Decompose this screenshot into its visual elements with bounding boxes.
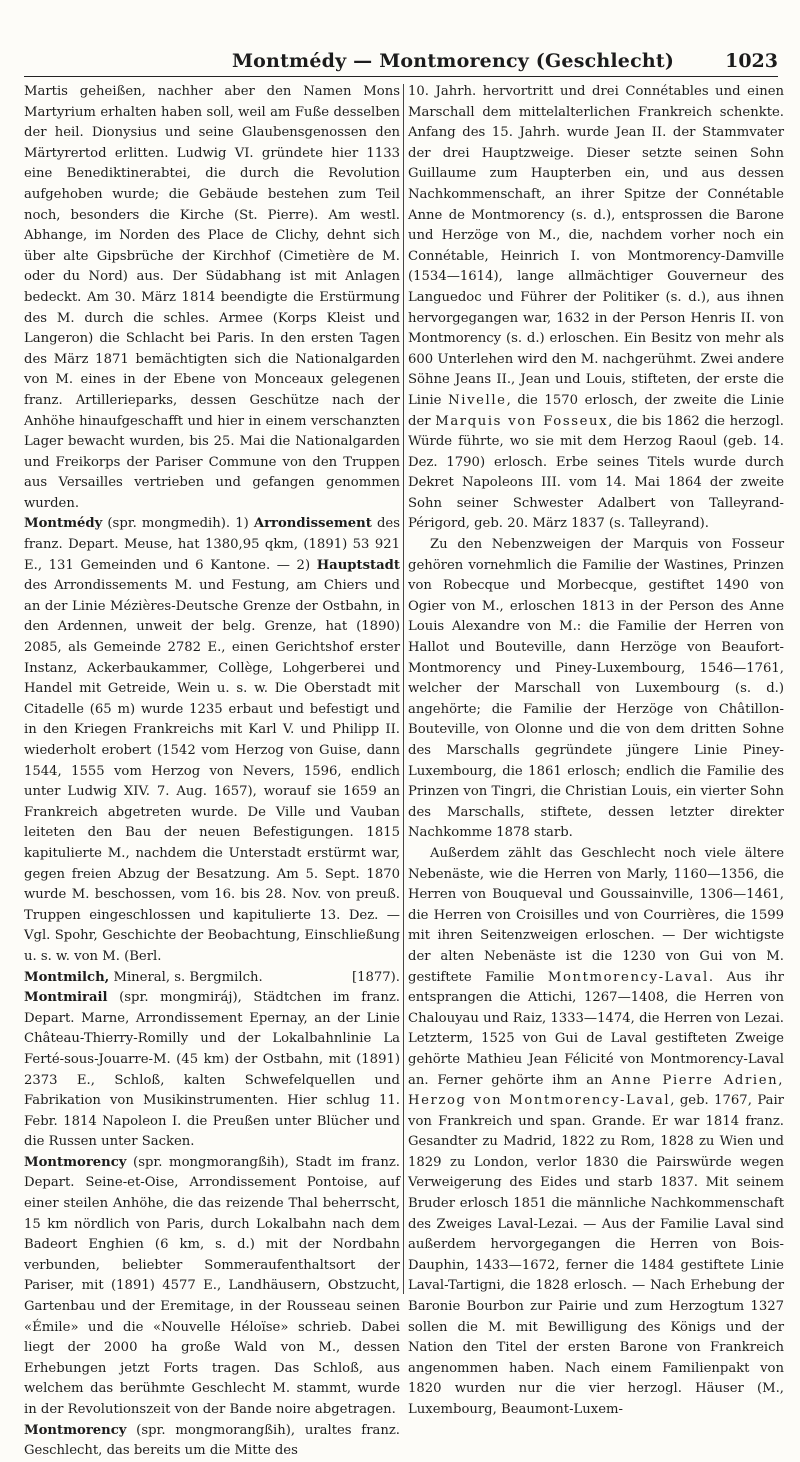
- spaced-nivelle: Nivelle: [448, 392, 507, 408]
- paragraph-side-branches: Zu den Nebenzweigen der Marquis von Fosseur gehören vornehmlich die Familie der Wastines, Prinzen von Robecque und Morbecque, gestiftet 1490 von Ogier von M., erloschen 1813 in der Person des Anne Louis Alexandre von M.: die Familie der Herren von Hallot und Bouteville, dann Herzöge von Beaufort-Montmorency und Piney-Luxembourg, 1546—1761, welcher der Marschall von Luxembourg (s. d.) angehörte; die Familie der Herzöge von Châtillon-Bouteville, von Olonne und die von dem dritten Sohne des Marschalls gegründete jüngere Linie Piney-Luxembourg, die 1861 erlosch; endlich die Familie des Prinzen von Tingri, die Christian Louis, ein vierter Sohn des Marschalls, stiftete, dessen letzter direkter Nachkomme 1878 starb.: [408, 537, 784, 841]
- headword-montmirail: Montmirail: [24, 990, 108, 1006]
- left-column: [24, 82, 400, 1462]
- entry-montmedy-text-b: des franz. Depart. Meuse, hat 1380,95 qkm, (1891) 53 921 E., 131 Gemeinden und 6 Kantone. — 2): [24, 516, 400, 573]
- running-title: Montmédy — Montmorency (Geschlecht): [231, 50, 675, 72]
- headword-montmorency-town: Montmorency: [24, 1154, 127, 1170]
- family-history-text-c: , die bis 1862 die herzogl. Würde führte, wo sie mit dem Herzog Raoul (geb. 14. Dez. 1790) erlosch. Erbe seines Titels wurde durch Dekret Napoleons III. vom 14. Mai 1864 der zweite Sohn seiner Schwester Adalbert von Talleyrand-Périgord, geb. 20. März 1837 (s. Talleyrand).: [408, 413, 784, 532]
- page-number: 1023: [725, 50, 778, 72]
- headword-montmorency-family: Montmorency: [24, 1422, 127, 1438]
- entry-montmorency-town: [24, 1153, 400, 1421]
- entry-montmedy: [24, 514, 400, 967]
- entry-montmilch-text: Mineral, s. Bergmilch.: [109, 969, 263, 985]
- paragraph-family-history: [408, 82, 784, 535]
- paragraph-old-branches: [408, 844, 784, 1421]
- paragraph-montmartre-continued: Martis geheißen, nachher aber den Namen Mons Martyrium erhalten haben soll, weil am Fuße desselben der heil. Dionysius und seine Glaubensgenossen den Märtyrertod erlitten. Ludwig VI. gründete hier 1133 eine Benediktinerabtei, die durch die Revolution aufgehoben wurde; die Gebäude bestehen zum Teil noch, besonders die Kirche (St. Pierre). Am westl. Abhange, im Norden des Place de Clichy, dehnt sich über alte Gipsbrüche der Kirchhof (Cimetière de M. oder du Nord) aus. Der Südabhang ist mit Anlagen bedeckt. Am 30. März 1814 beendigte die Erstürmung des M. durch die schles. Armee (Korps Kleist und Langeron) die Schlacht bei Paris. In den ersten Tagen des März 1871 bemächtigten sich die Nationalgarden von M. eines in der Ebene von Monceaux gelegenen franz. Artillerieparks, dessen Geschütze nach der Anhöhe hinaufgeschafft und hier in einem verschanzten Lager bewacht wurden, bis 25. Mai die Nationalgarden und Freikorps der Pariser Commune von den Truppen aus Versailles vertrieben und gefangen genommen wurden.: [24, 84, 400, 511]
- family-history-text-a: 10. Jahrh. hervortritt und drei Connétables und einen Marschall dem mittelalterlichen Frankreich schenkte. Anfang des 15. Jahrh. wurde Jean II. der Stammvater der drei Hauptzweige. Dieser setzte seinen Sohn Guillaume zum Haupterben ein, und aus dessen Nachkommenschaft, an ihrer Spitze der Connétable Anne de Montmorency (s. d.), entsprossen die Barone und Herzöge von M., die, nachdem vorher noch ein Connétable, Heinrich I. von Montmorency-Damville (1534—1614), lange allmächtiger Gouverneur des Languedoc und Führer der Politiker (s. d.), aus ihnen hervorgegangen war, 1632 in der Person Henris II. von Montmorency (s. d.) erloschen. Ein Besitz von mehr als 600 Unterlehen wird den M. nachgerühmt. Zwei andere Söhne Jeans II., Jean und Louis, stifteten, der erste die Linie: [408, 84, 784, 408]
- subhead-arrondissement: Arrondissement: [253, 516, 372, 532]
- entry-montmirail-text: (spr. mongmiráj), Städtchen im franz. Depart. Marne, Arrondissement Epernay, an der Linie Château-Thierry-Romilly und der Lokalbahnlinie La Ferté-sous-Jouarre-M. (45 km) der Ostbahn, mit (1891) 2373 E., Schloß, kalten Schwefelquellen und Fabrikation von Musikinstrumenten. Hier schlug 11. Febr. 1814 Napoleon I. die Preußen unter Blücher und die Russen unter Sacken.: [24, 990, 400, 1150]
- headword-montmilch: Montmilch,: [24, 969, 110, 985]
- page-header: [28, 44, 778, 72]
- entry-montmorency-family: [24, 1421, 400, 1462]
- entry-montmedy-text-a: (spr. mongmedih). 1): [102, 516, 254, 532]
- entry-montmorency-family-text: (spr. mongmorangßih), uraltes franz. Geschlecht, das bereits um die Mitte des: [24, 1422, 400, 1459]
- spaced-montmorency-laval: Montmorency-Laval: [547, 969, 709, 985]
- headword-montmedy: Montmédy: [24, 516, 103, 532]
- spaced-anne-pierre-adrien: Anne Pierre Adrien, Herzog von Montmorency-Laval: [408, 1072, 784, 1109]
- old-branches-text-c: , geb. 1767, Pair von Frankreich und span. Grande. Er war 1814 franz. Gesandter zu Madrid, 1822 zu Rom, 1828 zu Wien und 1829 zu London, verlor 1830 die Pairswürde wegen Verweigerung des Eides und starb 1837. Mit seinem Bruder erlosch 1851 die männliche Nachkommenschaft des Zweiges Laval-Lezai. — Aus der Familie Laval sind außerdem hervorgegangen die Herren von Bois-Dauphin, 1433—1672, ferner die 1484 gestiftete Linie Laval-Tartigni, die 1828 erlosch. — Nach Erhebung der Baronie Bourbon zur Pairie und zum Herzogtum 1327 sollen die M. mit Bewilligung des Königs und der Nation den Titel der ersten Barone von Frankreich angenommen haben. Nach einem Familienpakt von 1820 wurden nur die vier herzogl. Häuser (M., Luxembourg, Beaumont-Luxem-: [408, 1093, 784, 1417]
- right-column: [408, 82, 784, 1421]
- entry-montmedy-text-c: des Arrondissements M. und Festung, am Chiers und an der Linie Mézières-Deutsche Grenze der Ostbahn, in den Ardennen, unweit der belg. Grenze, hat (1890) 2085, als Gemeinde 2782 E., einen Gerichtshof erster Instanz, Ackerbaukammer, Collège, Lohgerberei und Handel mit Getreide, Wein u. s. w. Die Oberstadt mit Citadelle (65 m) wurde 1235 erbaut und befestigt und in den Kriegen Frankreichs mit Karl V. und Philipp II. wiederholt erobert (1542 vom Herzog von Guise, dann 1544, 1555 vom Herzog von Nevers, 1596, endlich unter Ludwig XIV. 7. Aug. 1657), worauf sie 1659 an Frankreich abgetreten wurde. De Ville und Vauban leiteten den Bau der neuen Befestigungen. 1815 kapitulierte M., nachdem die Unterstadt erstürmt war, gegen freien Abzug der Besatzung. Am 5. Sept. 1870 wurde M. beschossen, vom 16. bis 28. Nov. von preuß. Truppen eingeschlossen und kapitulierte 13. Dez. — Vgl. Spohr, Geschichte der Beobachtung, Einschließung u. s. w. von M. (Berl.: [24, 578, 400, 964]
- column-divider: [403, 84, 404, 1294]
- entry-montmorency-town-text: (spr. mongmorangßih), Stadt im franz. Depart. Seine-et-Oise, Arrondissement Pontoise, auf einer steilen Anhöhe, die das reizende Thal beherrscht, 15 km nördlich von Paris, durch Lokalbahn nach dem Badeort Enghien (6 km, s. d.) mit der Nordbahn verbunden, beliebter Sommeraufenthaltsort der Pariser, mit (1891) 4577 E., Landhäusern, Obstzucht, Gartenbau und der Eremitage, in der Rousseau seinen «Émile» und die «Nouvelle Héloïse» schrieb. Dabei liegt der 2000 ha große Wald von M., dessen Erhebungen jetzt Forts tragen. Das Schloß, aus welchem das berühmte Geschlecht M. stammt, wurde in der Revolutionszeit von der Bande noire abgetragen.: [24, 1154, 400, 1417]
- family-history-text-b: , die 1570 erlosch, der zweite die Linie der: [408, 392, 785, 429]
- entry-montmilch: [24, 968, 400, 989]
- old-branches-text-a: Außerdem zählt das Geschlecht noch viele ältere Nebenäste, wie die Herren von Marly, 1160—1356, die Herren von Bouqueval und Goussainville, 1306—1461, die Herren von Croisilles und von Courrières, die 1599 mit ihren Seitenzweigen erloschen. — Der wichtigste der alten Nebenäste ist die 1230 von Gui von M. gestiftete Familie: [408, 845, 784, 985]
- subhead-hauptstadt: Hauptstadt: [316, 557, 400, 573]
- entry-montmirail: [24, 988, 400, 1153]
- header-rule: [24, 76, 778, 77]
- spaced-marquis-fosseux: Marquis von Fosseux: [435, 413, 609, 429]
- old-branches-text-b: . Aus ihr entsprangen die Attichi, 1267—1408, die Herren von Chalouyau und Raiz, 1333—1474, die Herren von Lezai. Letzterm, 1525 von Gui de Laval gestifteten Zweige gehörte Mathieu Jean Félicité von Montmorency-Laval an. Ferner gehörte ihm an: [408, 969, 784, 1088]
- overflow-year: [1877).: [351, 969, 400, 985]
